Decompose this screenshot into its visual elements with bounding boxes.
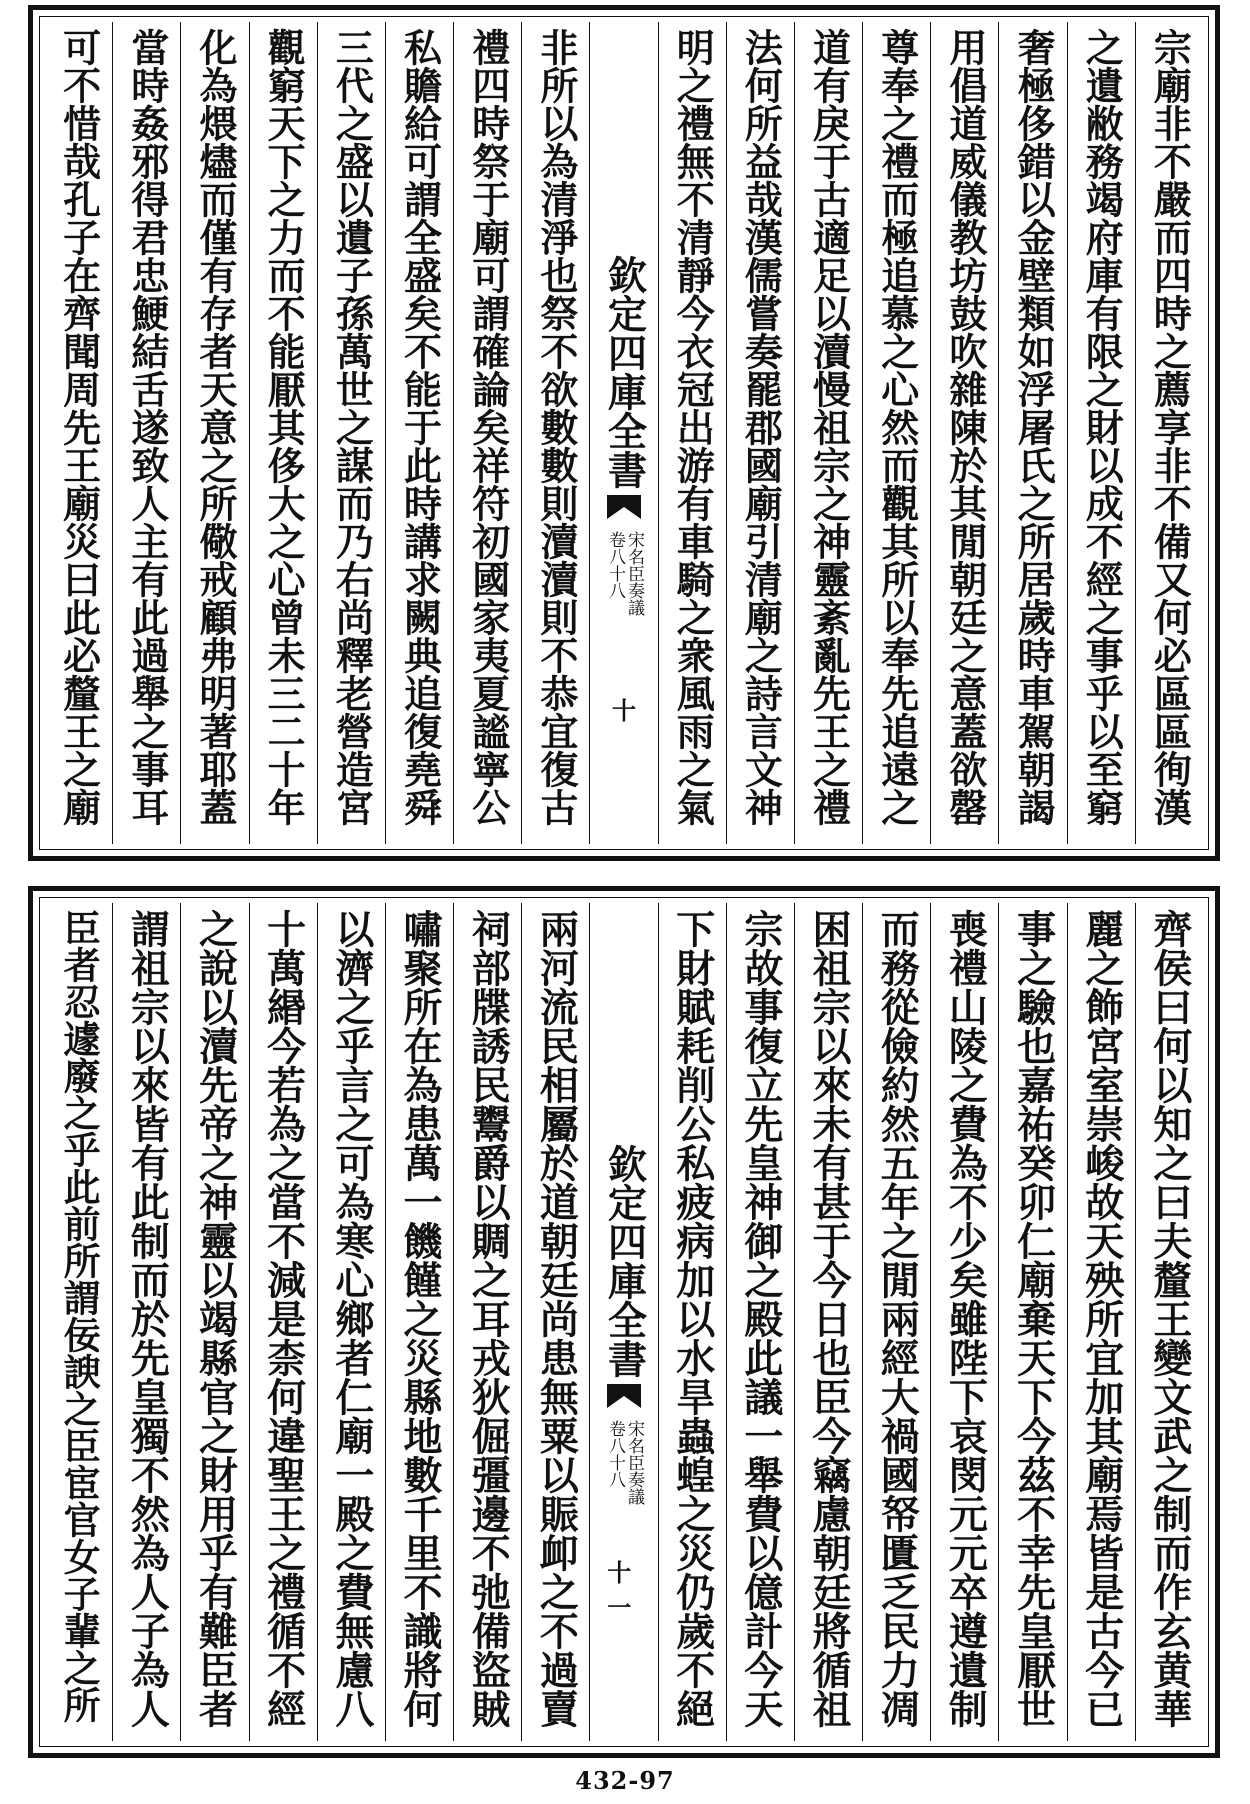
folio-number: 十	[612, 696, 637, 725]
text-column	[521, 22, 589, 844]
column-text: 齊侯曰何以知之曰夫釐王變文武之制而作玄黄華	[1146, 909, 1193, 1728]
page-half-top	[28, 5, 1220, 861]
column-text: 祠部牒誘民鬻爵以賙之耳戎狄倔彊邊不弛備盜賊	[465, 909, 512, 1728]
text-column	[385, 903, 453, 1741]
text-column	[726, 22, 794, 844]
collection-title: 欽定四庫全書	[601, 254, 648, 489]
column-text: 困祖宗以來未有甚于今日也臣今竊慮朝廷將循祖	[806, 909, 853, 1728]
collection-title: 欽定四庫全書	[601, 1143, 648, 1378]
column-text: 臣者忍遽廢之乎此前所謂佞諛之臣宦官女子輩之所	[57, 909, 102, 1723]
column-text: 非所以為清淨也祭不欲數數則瀆瀆則不恭宜復古	[533, 28, 579, 826]
column-text: 事之驗也嘉祐癸卯仁廟棄天下今茲不幸先皇厭世	[1010, 909, 1057, 1728]
text-column	[249, 903, 317, 1741]
book-info	[605, 1419, 645, 1505]
text-column	[112, 903, 180, 1741]
column-text: 道有戾于古適足以瀆慢祖宗之神靈紊亂先王之禮	[806, 28, 852, 826]
text-column	[1067, 903, 1135, 1741]
text-column	[453, 903, 521, 1741]
text-column	[112, 22, 180, 844]
column-text: 三代之盛以遺子孫萬世之謀而乃右尚釋老營造宮	[329, 28, 375, 826]
text-column	[317, 22, 385, 844]
text-column	[998, 903, 1066, 1741]
text-columns	[45, 22, 1203, 844]
column-text: 以濟之乎言之可為寒心鄉者仁廟一殿之費無慮八	[328, 909, 375, 1728]
column-text: 尊奉之禮而極追慕之心然而觀其所以奉先追遠之	[874, 28, 920, 826]
text-column	[45, 22, 112, 844]
text-column	[180, 903, 248, 1741]
text-column	[317, 903, 385, 1741]
fish-tail-ornament-icon	[607, 495, 641, 521]
page-half-bottom	[28, 886, 1220, 1758]
column-text: 麗之飾宮室崇峻故天殃所宜加其廟焉皆是古今已	[1078, 909, 1125, 1728]
text-column	[658, 22, 726, 844]
text-column	[794, 22, 862, 844]
text-column	[385, 22, 453, 844]
column-text: 私贍給可謂全盛矣不能于此時講求闕典追復堯舜	[397, 28, 443, 826]
column-text: 奢極侈錯以金壁類如浮屠氏之所居歲時車駕朝謁	[1011, 28, 1057, 826]
column-text: 而務從儉約然五年之閒兩經大禍國帑匱乏民力凋	[874, 909, 921, 1728]
column-text: 嘯聚所在為患萬一饑饉之災縣地數千里不識將何	[397, 909, 444, 1728]
column-text: 宗廟非不嚴而四時之薦享非不備又何必區區徇漢	[1147, 28, 1193, 826]
text-column	[1135, 22, 1203, 844]
text-column	[521, 903, 589, 1741]
center-banner-column	[589, 22, 657, 844]
column-text: 禮四時祭于廟可謂確論矣祥符初國家夷夏謐寧公	[465, 28, 511, 826]
column-text: 之說以瀆先帝之神靈以竭縣官之財用乎有難臣者	[192, 909, 239, 1728]
column-text: 下財賦耗削公私疲病加以水旱蟲蝗之災仍歲不絕	[669, 909, 716, 1728]
text-column	[658, 903, 726, 1741]
text-column	[1135, 903, 1203, 1741]
text-column	[726, 903, 794, 1741]
center-banner-column	[589, 903, 657, 1741]
column-text: 用倡道威儀教坊鼓吹雜陳於其閒朝廷之意蓋欲罄	[942, 28, 988, 826]
column-text: 之遺敝務竭府庫有限之財以成不經之事乎以至窮	[1079, 28, 1125, 826]
text-column	[180, 22, 248, 844]
text-column	[998, 22, 1066, 844]
book-info	[605, 530, 645, 616]
column-text: 觀窮天下之力而不能厭其侈大之心曾未三二十年	[261, 28, 307, 826]
column-text: 喪禮山陵之費為不少矣雖陛下哀閔元元卒遵遺制	[942, 909, 989, 1728]
column-text: 十萬緡今若為之當不減是柰何違聖王之禮循不經	[260, 909, 307, 1728]
column-text: 可不惜哉孔子在齊聞周先王廟災曰此必釐王之廟	[56, 28, 102, 826]
text-column	[249, 22, 317, 844]
text-column	[45, 903, 112, 1741]
page-number: 432-97	[575, 1766, 675, 1795]
column-text: 兩河流民相屬於道朝廷尚患無粟以賑卹之不過賣	[533, 909, 580, 1728]
column-text: 當時姦邪得君忠鯁結舌遂致人主有此過舉之事耳	[124, 28, 170, 826]
text-column	[453, 22, 521, 844]
text-column	[862, 903, 930, 1741]
column-text: 宗故事復立先皇神御之殿此議一舉費以億計今天	[737, 909, 784, 1728]
folio-number: 十一	[607, 1558, 632, 1622]
book-title: 宋名臣奏議	[624, 530, 645, 616]
fish-tail-ornament-icon	[607, 1384, 641, 1410]
column-text: 化為煨燼而僅有存者天意之所儆戒顧弗明著耶蓋	[193, 28, 238, 826]
text-column	[930, 903, 998, 1741]
book-title: 宋名臣奏議	[624, 1419, 645, 1505]
column-text: 明之禮無不清靜今衣冠出游有車騎之衆風雨之氣	[670, 28, 716, 826]
volume-number: 卷八十八	[605, 530, 626, 599]
text-column	[862, 22, 930, 844]
column-text: 法何所益哉漢儒嘗奏罷郡國廟引清廟之詩言文神	[738, 28, 784, 826]
volume-number: 卷八十八	[605, 1419, 626, 1488]
text-columns	[45, 903, 1203, 1741]
text-column	[794, 903, 862, 1741]
text-column	[1067, 22, 1135, 844]
column-text: 謂祖宗以來皆有此制而於先皇獨不然為人子為人	[124, 909, 171, 1728]
text-column	[930, 22, 998, 844]
